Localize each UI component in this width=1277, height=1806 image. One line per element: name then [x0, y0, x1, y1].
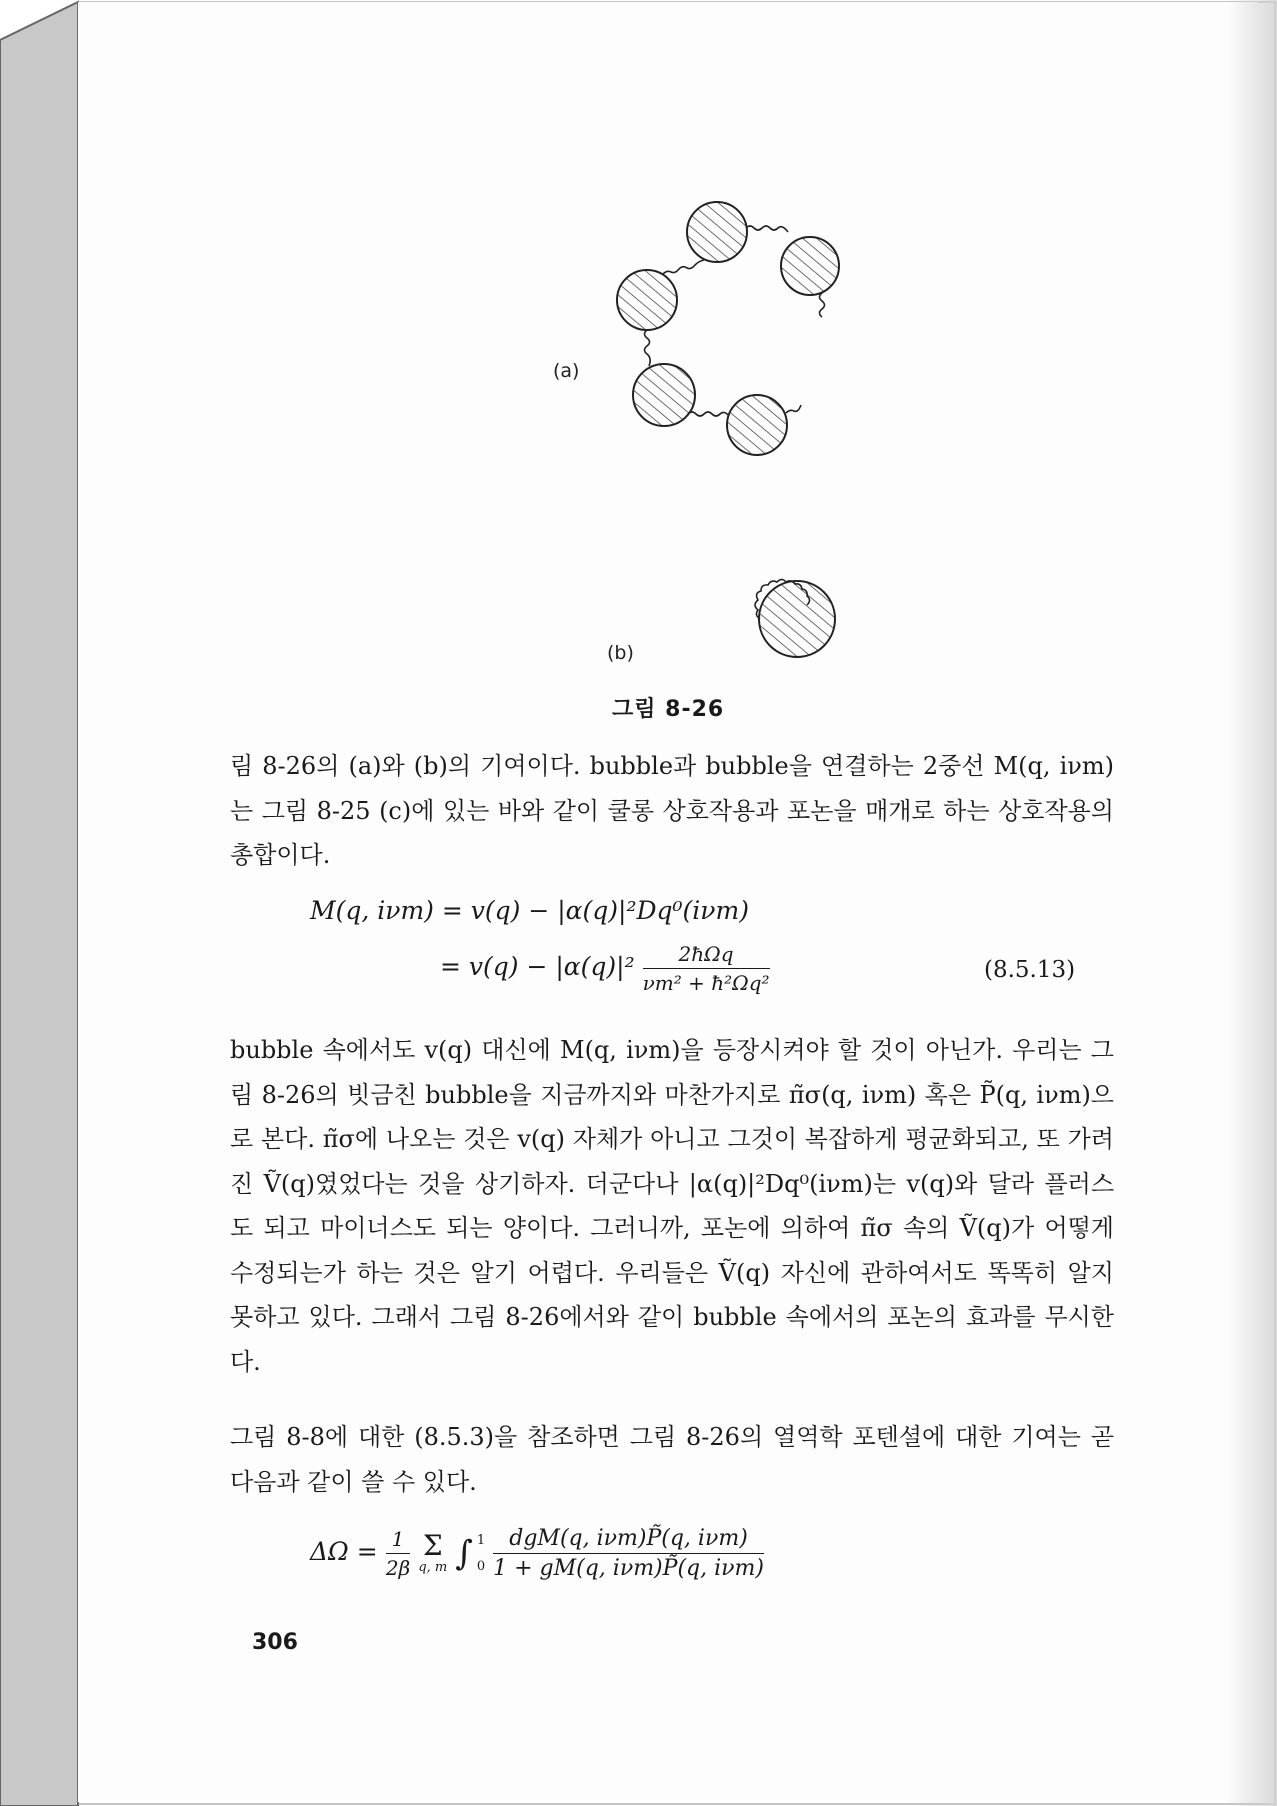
- eq2-prefactor-num: 1: [386, 1527, 411, 1554]
- eq2-sum-sign: Σ: [422, 1529, 443, 1562]
- eq1-numerator: 2ħΩq: [643, 942, 770, 969]
- paragraph-2: bubble 속에서도 v(q) 대신에 M(q, iνm)을 등장시켜야 할 것이 아닌가. 우리는 그림 8-26의 빗금친 bubble을 지금까지와 마찬가지로 π̃σ(q, iνm) 혹은 P̃(q, iνm)으로 본다. π̃σ에 나오는 것은 v(q) 자체가 아니고 그것이 복잡하게 평균화되고, 또 가려진 Ṽ(q)였었다는 것을 상기하자. 더군다나 |α(q)|²Dq⁰(iνm)는 v(q)와 달라 플러스도 되고 마이너스도 되는 양이다. 그러니까, 포논에 의하여 π̃σ 속의 Ṽ(q)가 어떻게 수정되는가 하는 것은 알기 어렵다. 우리들은 Ṽ(q) 자신에 관하여서도 똑똑히 알지 못하고 있다. 그래서 그림 8-26에서와 같이 bubble 속에서의 포논의 효과를 무시한다.: [230, 1036, 1114, 1376]
- wavy-line-a3: [820, 293, 825, 317]
- wavy-line-a5: [688, 412, 729, 416]
- eq2-main-fraction: [493, 1526, 764, 1581]
- bubble-a1: [617, 270, 677, 330]
- diagram-a: [617, 202, 839, 455]
- eq2-numerator: dgM(q, iνm)P̃(q, iνm): [493, 1526, 764, 1554]
- feynman-diagram: [0, 0, 1277, 700]
- wavy-line-a4: [645, 330, 651, 366]
- equation-number: (8.5.13): [984, 957, 1076, 983]
- eq1-denominator: νm² + ħ²Ωq²: [642, 971, 770, 995]
- figure-label-b: (b): [607, 642, 634, 664]
- figure-label-a: (a): [553, 360, 580, 382]
- eq2-integral-upper: 1: [476, 1532, 486, 1548]
- eq2-prefactor-den: 2β: [385, 1556, 411, 1580]
- eq2-denominator: 1 + gM(q, iνm)P̃(q, iνm): [493, 1556, 764, 1581]
- bubble-a3: [781, 237, 839, 295]
- equation-8-5-13-line-1: M(q, iνm) = v(q) − |α(q)|²Dq⁰(iνm): [310, 896, 749, 925]
- eq2-sum: [418, 1529, 448, 1575]
- equation-delta-omega: [310, 1526, 764, 1581]
- eq2-integral-lower: 0: [476, 1558, 486, 1574]
- bubble-a2: [687, 202, 747, 262]
- eq1-line2-left: = v(q) − |α(q)|²: [440, 952, 635, 981]
- diagram-b: [755, 580, 835, 658]
- wavy-line-a2: [746, 226, 788, 232]
- equation-8-5-13-line-2: [440, 942, 770, 995]
- bubble-a4: [633, 364, 695, 426]
- eq2-sum-subscript: q, m: [418, 1560, 448, 1575]
- paragraph-3: 그림 8-8에 대한 (8.5.3)을 참조하면 그림 8-26의 열역학 포텐셜에 대한 기여는 곧 다음과 같이 쓸 수 있다.: [230, 1423, 1114, 1496]
- wavy-line-a6: [786, 405, 801, 413]
- eq2-left: ΔΩ =: [310, 1537, 378, 1566]
- eq2-integral-limits: [477, 1528, 485, 1580]
- eq2-prefactor: [386, 1527, 411, 1580]
- eq2-integral-sign: ∫: [455, 1533, 473, 1574]
- bubble-b: [759, 581, 835, 657]
- eq1-fraction: [643, 942, 770, 995]
- bubble-a5: [727, 395, 787, 455]
- figure-caption: 그림 8-26: [612, 697, 725, 722]
- paragraph-1: 림 8-26의 (a)와 (b)의 기여이다. bubble과 bubble을 연결하는 2중선 M(q, iνm)는 그림 8-25 (c)에 있는 바와 같이 쿨롱 상호작용과 포논을 매개로 하는 상호작용의 총합이다.: [230, 752, 1114, 869]
- page-number: 306: [252, 1630, 298, 1655]
- wavy-line-a1: [663, 260, 704, 274]
